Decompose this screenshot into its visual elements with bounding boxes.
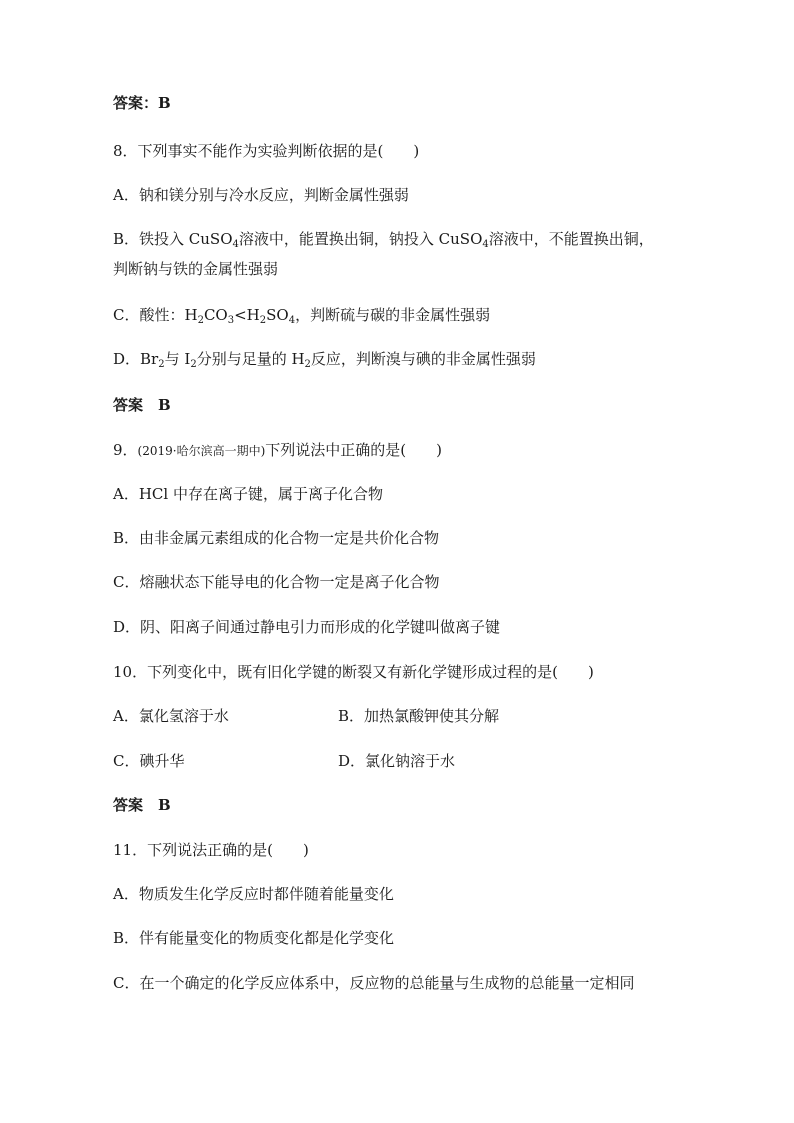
q8-d-sub-2: 2	[190, 359, 197, 370]
q8-d-text-3: 分别与足量的 H	[196, 350, 305, 368]
q7-answer: 答案：B	[113, 94, 171, 112]
q9-stem	[113, 440, 442, 461]
q8-c-sub-4: 4	[288, 315, 296, 326]
q8-d-text-2: 与 I	[164, 350, 191, 368]
q11-stem: 11．下列说法正确的是( )	[113, 841, 309, 859]
q8-b-text-1: B．铁投入 CuSO	[113, 230, 233, 248]
q8-c-sub-3: 2	[259, 315, 267, 326]
q8-b-text-2: 溶液中，能置换出铜，钠投入 CuSO	[238, 230, 483, 248]
q10-answer: 答案 B	[113, 796, 171, 814]
q11-option-c: C．在一个确定的化学反应体系中，反应物的总能量与生成物的总能量一定相同	[113, 974, 635, 992]
q8-b-text-3: 溶液中，不能置换出铜，	[488, 230, 654, 248]
q11-option-b: B．伴有能量变化的物质变化都是化学变化	[113, 929, 395, 947]
q10-option-c: C．碘升华	[113, 752, 185, 770]
q8-d-text-1: D．Br	[113, 350, 159, 368]
q11-option-a: A．物质发生化学反应时都伴随着能量变化	[113, 885, 394, 903]
q9-source: (2019·哈尔滨高一期中)	[137, 444, 266, 458]
q8-d-sub-1: 2	[158, 359, 165, 370]
q9-number: 9．	[113, 441, 138, 459]
q10-option-a: A．氯化氢溶于水	[113, 707, 229, 725]
q8-b-sub-1: 4	[232, 239, 239, 250]
q9-option-b: B．由非金属元素组成的化合物一定是共价化合物	[113, 529, 440, 547]
q8-option-b-line2: 判断钠与铁的金属性强弱	[113, 260, 279, 278]
q8-c-sub-1: 2	[197, 315, 204, 326]
q8-c-sub-2: 3	[227, 315, 235, 326]
q9-option-c: C．熔融状态下能导电的化合物一定是离子化合物	[113, 573, 440, 591]
q8-c-text-5: ，判断硫与碳的非金属性强弱	[295, 306, 491, 324]
q9-stem-text: 下列说法中正确的是( )	[265, 441, 442, 459]
q8-d-text-4: 反应，判断溴与碘的非金属性强弱	[310, 350, 536, 368]
q8-c-text-3: <H	[234, 306, 260, 324]
q8-option-b-line1	[113, 229, 654, 249]
q9-option-d: D．阴、阳离子间通过静电引力而形成的化学键叫做离子键	[113, 618, 501, 636]
q8-c-text-4: SO	[266, 306, 289, 324]
q10-option-d: D．氯化钠溶于水	[338, 752, 456, 770]
q8-d-sub-3: 2	[304, 359, 311, 370]
q8-option-d	[113, 349, 536, 369]
q10-option-b: B．加热氯酸钾使其分解	[338, 707, 500, 725]
q8-option-c	[113, 305, 490, 325]
q8-answer: 答案 B	[113, 396, 171, 414]
q8-c-text-2: CO	[203, 306, 228, 324]
q8-b-sub-2: 4	[482, 239, 489, 250]
q10-stem: 10．下列变化中，既有旧化学键的断裂又有新化学键形成过程的是( )	[113, 663, 594, 681]
q8-stem: 8．下列事实不能作为实验判断依据的是( )	[113, 142, 420, 160]
q8-c-text-1: C．酸性：H	[113, 306, 198, 324]
q8-option-a: A．钠和镁分别与冷水反应，判断金属性强弱	[113, 186, 409, 204]
q9-option-a: A．HCl 中存在离子键，属于离子化合物	[113, 485, 383, 503]
